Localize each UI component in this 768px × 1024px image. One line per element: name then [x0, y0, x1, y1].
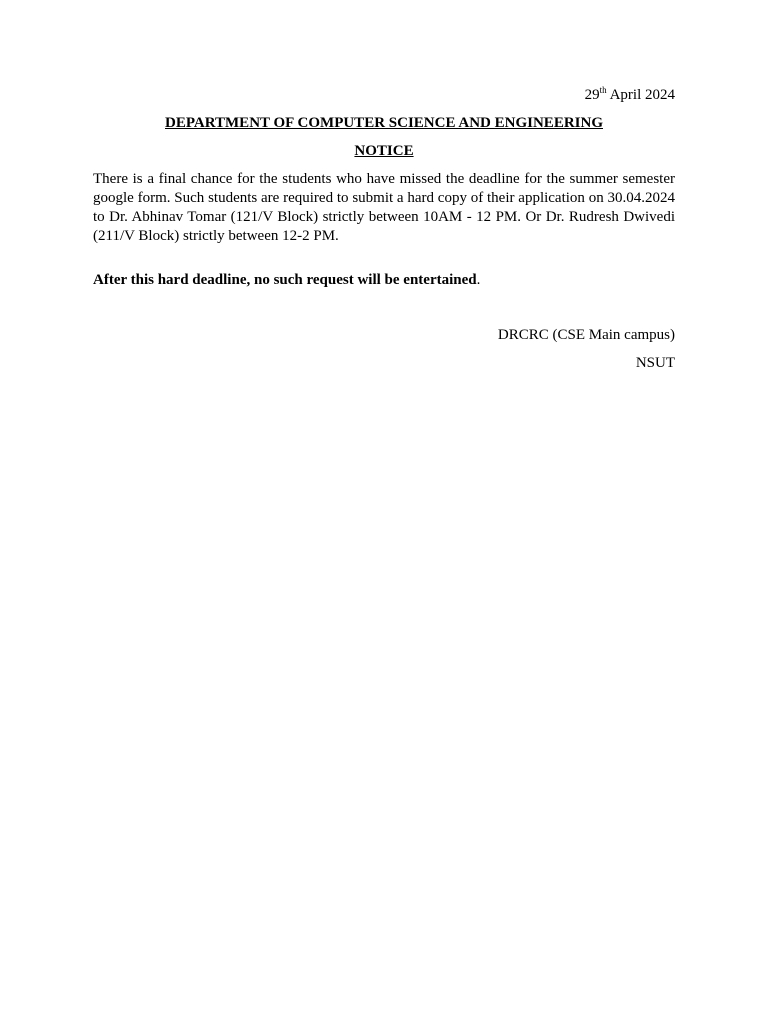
notice-content: [93, 86, 675, 373]
institution-name: NSUT: [635, 355, 675, 371]
signatory: DRCRC (CSE Main campus): [497, 327, 675, 343]
department-title: DEPARTMENT OF COMPUTER SCIENCE AND ENGINEERING: [165, 115, 603, 131]
notice-heading: NOTICE: [354, 143, 414, 159]
date-month-year: April 2024: [606, 87, 675, 103]
notice-body: There is a final chance for the students who have missed the deadline for the summer semester google form. Such students are required to submit a hard copy of their application on 30.04.2024 to Dr. Abhinav Tomar (121/V Block) strictly between 10AM - 12 PM. Or Dr. Rudresh Dwivedi (211/V Block) strictly between 12-2 PM.: [93, 171, 675, 244]
notice-date: [93, 86, 675, 105]
date-day: 29: [584, 87, 600, 103]
deadline-period: .: [476, 272, 481, 288]
deadline-bold-text: After this hard deadline, no such request will be entertained: [93, 272, 477, 288]
date-suffix: th: [599, 85, 607, 95]
deadline-statement: [93, 271, 675, 290]
